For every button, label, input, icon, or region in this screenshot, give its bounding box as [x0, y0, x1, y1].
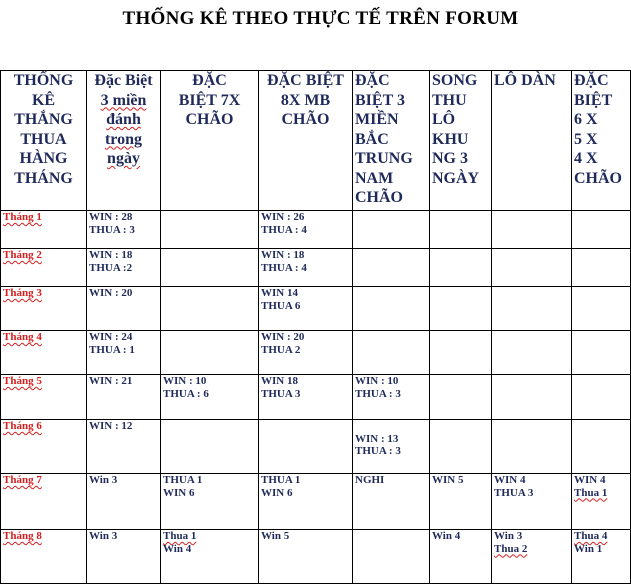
result-cell: Win 3 — [87, 474, 161, 530]
result-cell: WIN : 18 THUA : 4 — [259, 249, 353, 287]
table-row — [1, 420, 631, 474]
result-cell — [161, 287, 259, 331]
result-cell — [161, 420, 259, 474]
header-dac-biet-3-mien: Đặc Biệt 3 miền đánh trong ngày — [87, 71, 161, 211]
result-cell — [572, 375, 631, 420]
result-cell: Thua 1 Win 4 — [161, 530, 259, 584]
statistics-table — [0, 70, 631, 584]
table-row — [1, 211, 631, 249]
result-cell: WIN : 24 THUA : 1 — [87, 331, 161, 375]
result-cell — [353, 287, 430, 331]
result-cell — [492, 420, 572, 474]
month-label: Tháng 1 — [1, 211, 87, 249]
result-cell: WIN : 18 THUA :2 — [87, 249, 161, 287]
month-label: Tháng 5 — [1, 375, 87, 420]
result-cell: WIN 5 — [430, 474, 492, 530]
table-row — [1, 530, 631, 584]
month-label: Tháng 3 — [1, 287, 87, 331]
result-cell — [572, 331, 631, 375]
result-cell — [353, 249, 430, 287]
result-cell: WIN : 21 — [87, 375, 161, 420]
result-cell: WIN : 20 THUA 2 — [259, 331, 353, 375]
result-cell — [430, 211, 492, 249]
result-cell — [353, 211, 430, 249]
result-cell: WIN : 13 THUA : 3 — [353, 420, 430, 474]
result-cell — [572, 249, 631, 287]
result-cell: THUA 1 WIN 6 — [161, 474, 259, 530]
result-cell — [572, 287, 631, 331]
result-cell: WIN : 26 THUA : 4 — [259, 211, 353, 249]
result-cell — [161, 211, 259, 249]
result-cell — [430, 375, 492, 420]
month-label: Tháng 4 — [1, 331, 87, 375]
month-label: Tháng 2 — [1, 249, 87, 287]
header-dac-biet-3-mien-chao: ĐẶC BIỆT 3 MIỀN BẮC TRUNG NAM CHÃO — [353, 71, 430, 211]
page-title: THỐNG KÊ THEO THỰC TẾ TRÊN FORUM — [122, 8, 519, 29]
header-dac-biet-8x-mb: ĐẶC BIỆT 8X MB CHÃO — [259, 71, 353, 211]
result-cell — [430, 249, 492, 287]
header-song-thu-lo: SONG THU LÔ KHU NG 3 NGÀY — [430, 71, 492, 211]
result-cell — [492, 249, 572, 287]
result-cell — [492, 331, 572, 375]
header-lo-dan: LÔ DÀN — [492, 71, 572, 211]
result-cell — [430, 287, 492, 331]
header-dac-biet-7x: ĐẶC BIỆT 7X CHÃO — [161, 71, 259, 211]
result-cell — [492, 287, 572, 331]
result-cell — [161, 249, 259, 287]
result-cell — [353, 530, 430, 584]
result-cell: Win 5 — [259, 530, 353, 584]
header-month: THỐNG KÊ THẮNG THUA HÀNG THÁNG — [1, 71, 87, 211]
table-row — [1, 249, 631, 287]
result-cell — [430, 420, 492, 474]
result-cell: WIN : 10 THUA : 6 — [161, 375, 259, 420]
result-cell: WIN : 20 — [87, 287, 161, 331]
result-cell: Win 4 — [430, 530, 492, 584]
result-cell: THUA 1 WIN 6 — [259, 474, 353, 530]
result-cell — [353, 331, 430, 375]
result-cell: WIN 14 THUA 6 — [259, 287, 353, 331]
result-cell: Win 3 Thua 2 — [492, 530, 572, 584]
result-cell — [572, 420, 631, 474]
table-row — [1, 375, 631, 420]
result-cell — [572, 211, 631, 249]
result-cell: WIN : 28 THUA : 3 — [87, 211, 161, 249]
month-label: Tháng 7 — [1, 474, 87, 530]
result-cell — [492, 375, 572, 420]
table-row — [1, 331, 631, 375]
result-cell: NGHI — [353, 474, 430, 530]
result-cell: WIN : 10 THUA : 3 — [353, 375, 430, 420]
header-row — [1, 71, 631, 211]
result-cell: Thua 4 Win 1 — [572, 530, 631, 584]
table-row — [1, 287, 631, 331]
result-cell — [430, 331, 492, 375]
result-cell — [161, 331, 259, 375]
table-row — [1, 474, 631, 530]
result-cell: WIN 4 THUA 3 — [492, 474, 572, 530]
result-cell: WIN 4 Thua 1 — [572, 474, 631, 530]
result-cell: WIN 18 THUA 3 — [259, 375, 353, 420]
month-label: Tháng 8 — [1, 530, 87, 584]
result-cell — [492, 211, 572, 249]
month-label: Tháng 6 — [1, 420, 87, 474]
result-cell: Win 3 — [87, 530, 161, 584]
result-cell: WIN : 12 — [87, 420, 161, 474]
header-dac-biet-6x-5x-4x: ĐẶC BIỆT 6 X 5 X 4 X CHÃO — [572, 71, 631, 211]
result-cell — [259, 420, 353, 474]
